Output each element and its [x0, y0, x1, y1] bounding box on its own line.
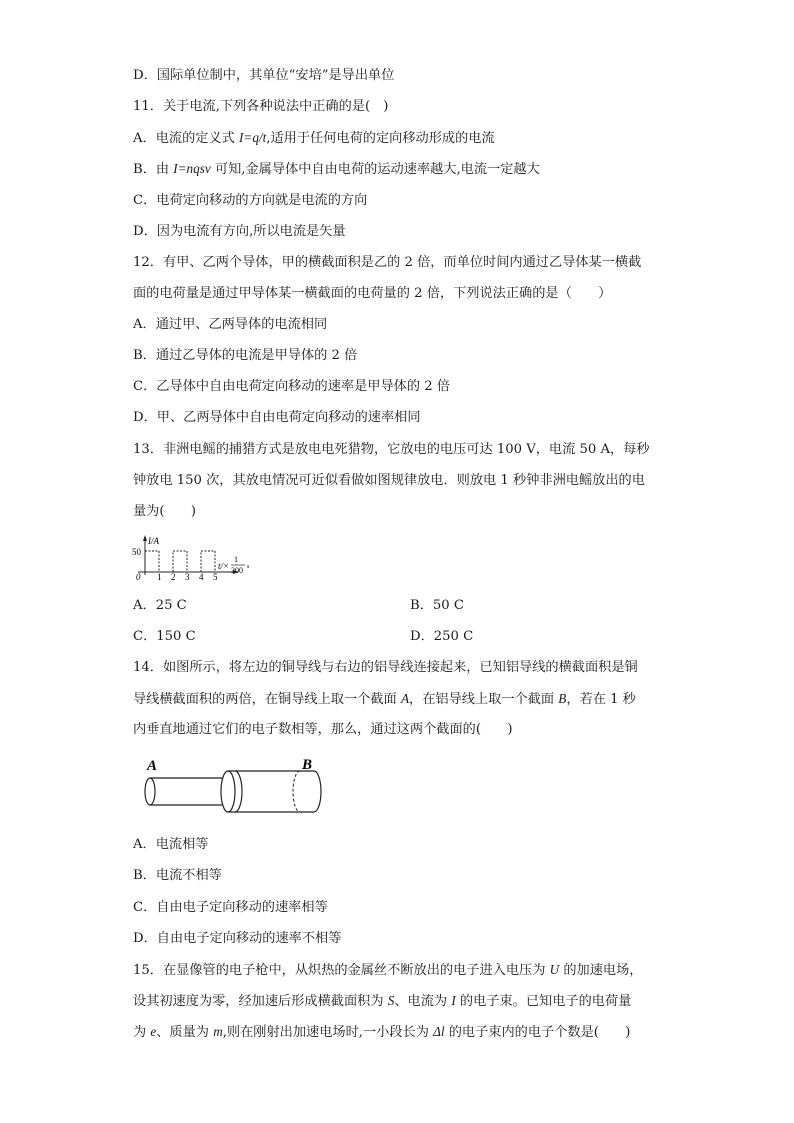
q15-var-m: m [213, 1024, 223, 1039]
q13-option-c: C．150 C [133, 629, 196, 644]
question-15-line1 [133, 961, 642, 980]
y-axis-label: I/A [148, 536, 159, 546]
q15-text-9: 的电子束内的电子个数是( ) [444, 1025, 631, 1040]
q15-text-3: 设其初速度为零，经加速后形成横截面积为 [133, 994, 388, 1009]
x-fraction-denominator: 300 [231, 566, 243, 575]
q15-var-u: U [549, 962, 560, 977]
q12-option-c: C．乙导体中自由电荷定向移动的速率是甲导体的 2 倍 [133, 379, 450, 394]
q14-option-c: C．自由电子定向移动的速率相等 [133, 900, 328, 915]
q12-option-a: A．通过甲、乙两导体的电流相同 [133, 317, 328, 332]
question-14-line2 [133, 690, 636, 709]
q11a-suffix: ,适用于任何电荷的定向移动形成的电流 [266, 131, 495, 146]
q15-text-2: 的加速电场， [559, 963, 643, 978]
q15-var-dl: Δl [433, 1024, 445, 1039]
q15-text-5: 的电子束。已知电子的电荷量 [455, 994, 632, 1009]
tick-4: 4 [199, 572, 204, 582]
pulse-train [145, 551, 215, 572]
label-a: A [147, 758, 158, 774]
origin-label: 0 [136, 572, 141, 582]
q14-option-a: A．电流相等 [133, 837, 209, 852]
aluminum-wire-end-front [314, 771, 321, 812]
q15-text-7: 、质量为 [156, 1025, 214, 1040]
q14-section-a: A [400, 691, 410, 706]
q14-text-2: ，在铝导线上取一个截面 [409, 692, 559, 707]
q12-option-b: B．通过乙导体的电流是甲导体的 2 倍 [133, 348, 358, 363]
figure-13-current-graph [128, 532, 258, 582]
tick-1: 1 [157, 572, 162, 582]
q15-text-4: 、电流为 [394, 994, 452, 1009]
q11b-formula: I=nqsv [173, 161, 211, 176]
q14-text-1: 导线横截面积的两倍，在铜导线上取一个截面 [133, 692, 401, 707]
tick-3: 3 [185, 572, 190, 582]
line-q10-d: D．国际单位制中，其单位“安培”是导出单位 [133, 68, 395, 83]
question-14-line3: 内垂直地通过它们的电子数相等，那么，通过这两个截面的( ) [133, 722, 513, 737]
q13-option-a: A．25 C [133, 598, 187, 613]
x-unit: s [247, 564, 250, 570]
question-13-line3: 量为( ) [133, 504, 197, 519]
q15-text-6: 为 [133, 1025, 151, 1040]
question-11: 11．关于电流,下列各种说法中正确的是( ) [133, 99, 389, 114]
x-axis-label: t/× [218, 561, 230, 571]
question-13-line2: 钟放电 150 次，其放电情况可近似看做如图规律放电．则放电 1 秒钟非洲电鳐放出的电 [133, 473, 645, 488]
question-12-line1: 12．有甲、乙两个导体，甲的横截面积是乙的 2 倍，而单位时间内通过乙导体某一横截 [133, 255, 642, 270]
y-axis-arrow [143, 535, 147, 541]
q14-option-d: D．自由电子定向移动的速率不相等 [133, 931, 342, 946]
section-b-dashed [293, 771, 300, 812]
q15-var-e: e [150, 1024, 157, 1039]
label-b: B [302, 757, 313, 773]
q11-option-b [133, 160, 540, 179]
q13-option-d: D．250 C [410, 629, 474, 644]
question-12-line2: 面的电荷量是通过甲导体某一横截面的电荷量的 2 倍，下列说法正确的是（ ） [133, 286, 612, 301]
q11-option-c: C．电荷定向移动的方向就是电流的方向 [133, 193, 368, 208]
q14-section-b: B [558, 691, 567, 706]
question-15-line2 [133, 992, 631, 1011]
x-fraction-numerator: 1 [234, 555, 238, 564]
tick-5: 5 [213, 572, 218, 582]
q14-text-3: ，若在 1 秒 [566, 692, 636, 707]
question-13-line1: 13．非洲电鳐的捕猎方式是放电电死猎物，它放电的电压可达 100 V，电流 50 A，每秒 [133, 442, 650, 457]
copper-wire-end [145, 778, 155, 805]
tick-2: 2 [171, 572, 176, 582]
aluminum-wire-inner-ring [235, 771, 242, 812]
q11-option-a [133, 129, 495, 148]
y-value-label: 50 [132, 547, 141, 557]
q11b-prefix: B．由 [133, 162, 174, 177]
q15-var-i: I [451, 993, 456, 1008]
q11a-prefix: A．电流的定义式 [133, 131, 240, 146]
figure-14-wire-diagram [138, 752, 328, 822]
q14-option-b: B．电流不相等 [133, 868, 222, 883]
q12-option-d: D．甲、乙两导体中自由电荷定向移动的速率相同 [133, 410, 421, 425]
question-15-line3 [133, 1023, 630, 1042]
q13-option-b: B．50 C [410, 598, 464, 613]
q11-option-d: D．因为电流有方向,所以电流是矢量 [133, 224, 346, 239]
question-14-line1: 14．如图所示，将左边的铜导线与右边的铝导线连接起来，已知铝导线的横截面积是铜 [133, 660, 638, 675]
q15-var-s: S [387, 993, 395, 1008]
aluminum-wire-front [221, 771, 235, 812]
q15-text-8: ,则在刚射出加速电场时,一小段长为 [222, 1025, 434, 1040]
q11b-suffix: 可知,金属导体中自由电荷的运动速率越大,电流一定越大 [210, 162, 540, 177]
q15-text-1: 15．在显像管的电子枪中，从炽热的金属丝不断放出的电子进入电压为 [133, 963, 550, 978]
q11a-formula: I=q/t [239, 130, 267, 145]
